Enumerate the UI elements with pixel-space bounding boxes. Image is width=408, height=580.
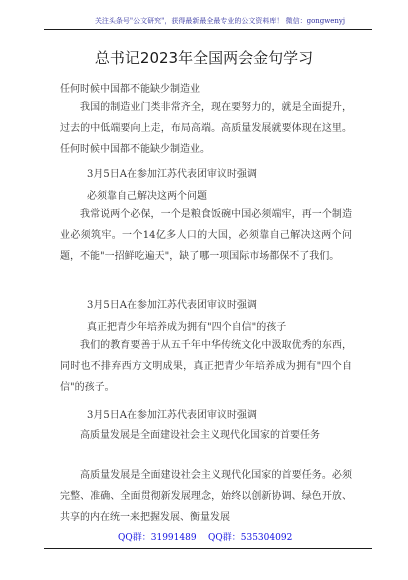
document-title: 总书记2023年全国两会金句学习 [94,49,314,67]
section-source: 3月5日A在参加江苏代表团审议时强调 [87,300,257,311]
section-source: 3月5日A在参加江苏代表团审议时强调 [87,169,257,180]
section-heading: 任何时候中国都不能缺少制造业 [60,84,200,95]
footer-qq-group-1: QQ群：31991489 [118,533,197,543]
header-divider [44,29,372,30]
section-body: 高质量发展是全面建设社会主义现代化国家的首要任务。必须完整、准确、全面贯彻新发展理念，始终以创新协调、绿色开放、共享的内在统一来把握发展、衡量发展 [60,470,352,523]
footer-divider [44,548,372,549]
section-heading: 真正把青少年培养成为拥有"四个自信"的孩子 [87,322,287,333]
page-header-banner: 关注头条号"公文研究"，获得最新最全最专业的公文资料库！ 微信：gongwenyj [94,17,346,25]
section-body: 我们的教育要善于从五千年中华传统文化中汲取优秀的东西，同时也不排弃西方文明成果，真正把青少年培养成为拥有"四个自信"的孩子。 [60,340,352,393]
section-heading: 高质量发展是全面建设社会主义现代化国家的首要任务 [80,430,320,441]
section-body: 我国的制造业门类非常齐全，现在要努力的，就是全面提升，过去的中低端要向上走，布局高端。高质量发展就要体现在这里。任何时候中国都不能缺少制造业。 [60,102,352,155]
section-heading: 必须靠自己解决这两个问题 [87,191,207,202]
section-body: 我常说两个必保，一个是粮食饭碗中国必须端牢，再一个制造业必须筑牢。一个14亿多人口的大国，必须靠自己解决这两个问题，不能"一招鲜吃遍天"，缺了哪一项国际市场都保不了我们。 [60,209,352,262]
footer-qq-group-2: QQ群：535304092 [208,533,293,543]
section-source: 3月5日A在参加江苏代表团审议时强调 [87,410,257,421]
